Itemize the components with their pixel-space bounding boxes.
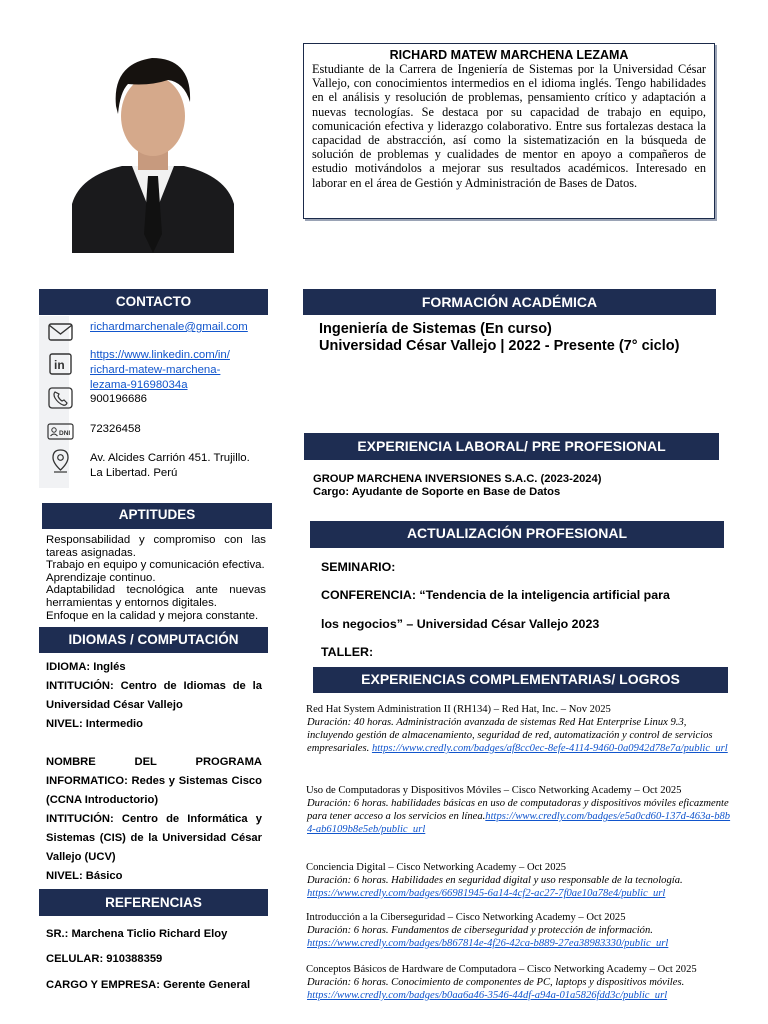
logro-item — [306, 911, 734, 950]
address-line-2: La Libertad. Perú — [90, 467, 178, 479]
aptitude-item: Trabajo en equipo y comunicación efectiva. — [46, 559, 265, 572]
referencia-cargo: CARGO Y EMPRESA: Gerente General — [46, 979, 251, 991]
phone-icon — [47, 386, 74, 410]
referencia-celular: CELULAR: 910388359 — [46, 953, 163, 965]
logro-desc: Duración: 6 horas. Fundamentos de ciberseguridad y protección de información. — [307, 925, 653, 936]
experiencia-empresa: GROUP MARCHENA INVERSIONES S.A.C. (2023-2024) — [313, 473, 602, 485]
conferencia-line-2: los negocios” – Universidad César Vallejo 2023 — [321, 617, 600, 631]
programa-nivel: NIVEL: Básico — [46, 870, 123, 882]
person-photo-illustration — [72, 44, 234, 253]
profile-summary-text: Estudiante de la Carrera de Ingeniería de Sistemas por la Universidad César Vallejo, con conocimientos intermedios en el idioma inglés. Tengo habilidades en el análisis y resolución de problemas, pensamiento crítico y adaptación a nuevas tecnologías. Se destaca por su capacidad de trabajo en equipo, comunicación efectiva y liderazgo colaborativo. Entre sus fortalezas destaca la capacidad de abstracción, así como la sistematización en la búsqueda de solución de problemas y cualidades de mentor en apoyo a compañeros de estudio motivándolos a mejorar sus resultados académicos. Interesado en laborar en el área de Gestión y Administración de Bases de Datos. — [312, 62, 706, 190]
linkedin-link-line-1[interactable]: https://www.linkedin.com/in/ — [90, 349, 230, 361]
aptitudes-heading: APTITUDES — [42, 503, 272, 529]
logro-title: Conceptos Básicos de Hardware de Computadora – Cisco Networking Academy – Oct 2025 — [306, 964, 697, 975]
logro-item — [306, 963, 734, 1002]
logro-title: Introducción a la Ciberseguridad – Cisco Networking Academy – Oct 2025 — [306, 912, 626, 923]
taller-label: TALLER: — [321, 645, 374, 659]
email-link[interactable]: richardmarchenale@gmail.com — [90, 321, 248, 333]
referencias-heading: REFERENCIAS — [39, 889, 268, 916]
logro-desc: Duración: 40 horas. Administración avanzada de sistemas Red Hat Enterprise Linux 9.3, incluyendo gestión de almacenamiento, seguridad de red, automatización y control de servicios empresariales. — [307, 717, 713, 754]
complementarias-heading: EXPERIENCIAS COMPLEMENTARIAS/ LOGROS — [313, 667, 728, 693]
profile-photo — [72, 44, 234, 253]
formacion-carrera: Ingeniería de Sistemas (En curso) — [319, 321, 552, 337]
aptitude-item: Adaptabilidad tecnológica ante nuevas herramientas y entornos digitales. — [46, 584, 266, 609]
logro-badge-link[interactable]: https://www.credly.com/badges/e5a0cd60-137d-463a-b8b4-ab6109b8e5eb/public_url — [307, 811, 731, 835]
candidate-name: RICHARD MATEW MARCHENA LEZAMA — [389, 48, 629, 62]
actualizacion-heading: ACTUALIZACIÓN PROFESIONAL — [310, 521, 724, 548]
idioma-label: IDIOMA: Inglés — [46, 661, 126, 673]
logro-title: Red Hat System Administration II (RH134) – Red Hat, Inc. – Nov 2025 — [306, 704, 611, 715]
logro-desc: Duración: 6 horas. Habilidades en seguridad digital y uso responsable de la tecnología. — [307, 875, 683, 886]
contacto-heading: CONTACTO — [39, 289, 268, 315]
idiomas-heading: IDIOMAS / COMPUTACIÓN — [39, 627, 268, 653]
referencia-nombre: SR.: Marchena Ticlio Richard Eloy — [46, 928, 228, 940]
aptitudes-list — [46, 534, 266, 626]
aptitude-item: Aprendizaje continuo. — [46, 571, 156, 584]
linkedin-link-line-2[interactable]: richard-matew-marchena- — [90, 364, 221, 376]
conferencia-line-1: CONFERENCIA: “Tendencia de la inteligencia artificial para — [321, 588, 670, 602]
idioma-nivel: NIVEL: Intermedio — [46, 718, 143, 730]
formacion-heading: FORMACIÓN ACADÉMICA — [303, 289, 716, 315]
dni-icon-label: DNI — [59, 430, 71, 437]
logro-badge-link[interactable]: https://www.credly.com/badges/b0aa6a46-3546-44df-a94a-01a5826fdd3c/public_url — [307, 990, 668, 1001]
logro-badge-link[interactable]: https://www.credly.com/badges/66981945-6a14-4cf2-ac27-7f0ae10a78e4/public_url — [307, 888, 666, 899]
experiencia-cargo: Cargo: Ayudante de Soporte en Base de Datos — [313, 486, 561, 498]
svg-text:in: in — [54, 358, 65, 372]
programa-informatico: NOMBRE DEL PROGRAMA INFORMATICO: Redes y Sistemas Cisco (CCNA Introductorio) — [46, 756, 262, 806]
idioma-institucion: INTITUCIÓN: Centro de Idiomas de la Universidad César Vallejo — [46, 680, 262, 711]
logro-desc: Duración: 6 horas. Conocimiento de componentes de PC, laptops y dispositivos móviles. — [307, 977, 685, 988]
logro-desc: Duración: 6 horas. habilidades básicas en uso de computadoras y dispositivos móviles eficazmente para tener acceso a los servicios en línea. — [307, 798, 729, 822]
logro-badge-link[interactable]: https://www.credly.com/badges/af8cc0ec-8efe-4114-9460-0a0942d78e7a/public_url — [371, 743, 728, 754]
experiencia-heading: EXPERIENCIA LABORAL/ PRE PROFESIONAL — [304, 433, 719, 460]
aptitude-item: Enfoque en la calidad y mejora constante. — [46, 609, 259, 622]
seminario-label: SEMINARIO: — [321, 560, 396, 574]
aptitude-item: Responsabilidad y compromiso con las tareas asignadas. — [46, 534, 266, 559]
address-line-1: Av. Alcides Carrión 451. Trujillo. — [90, 452, 250, 464]
logro-item — [306, 784, 734, 836]
phone-number: 900196686 — [90, 393, 148, 405]
profile-summary-box — [303, 43, 715, 219]
formacion-universidad: Universidad César Vallejo | 2022 - Presente (7° ciclo) — [319, 338, 680, 354]
programa-institucion: INTITUCIÓN: Centro de Informática y Sistemas (CIS) de la Universidad César Vallejo (UCV) — [46, 813, 262, 863]
linkedin-link-line-3[interactable]: lezama-91698034a — [90, 379, 188, 391]
location-pin-icon — [47, 448, 74, 472]
id-card-icon — [47, 420, 74, 444]
logro-item — [306, 861, 734, 900]
dni-number: 72326458 — [90, 423, 141, 435]
logro-badge-link[interactable]: https://www.credly.com/badges/b867814e-4f26-42ca-b889-27ea38983330/public_url — [307, 938, 669, 949]
envelope-icon — [47, 320, 74, 344]
linkedin-icon — [47, 352, 74, 376]
logro-item — [306, 703, 730, 755]
idiomas-section — [46, 658, 262, 886]
logro-title: Uso de Computadoras y Dispositivos Móviles – Cisco Networking Academy – Oct 2025 — [306, 785, 682, 796]
logro-title: Conciencia Digital – Cisco Networking Academy – Oct 2025 — [306, 862, 567, 873]
